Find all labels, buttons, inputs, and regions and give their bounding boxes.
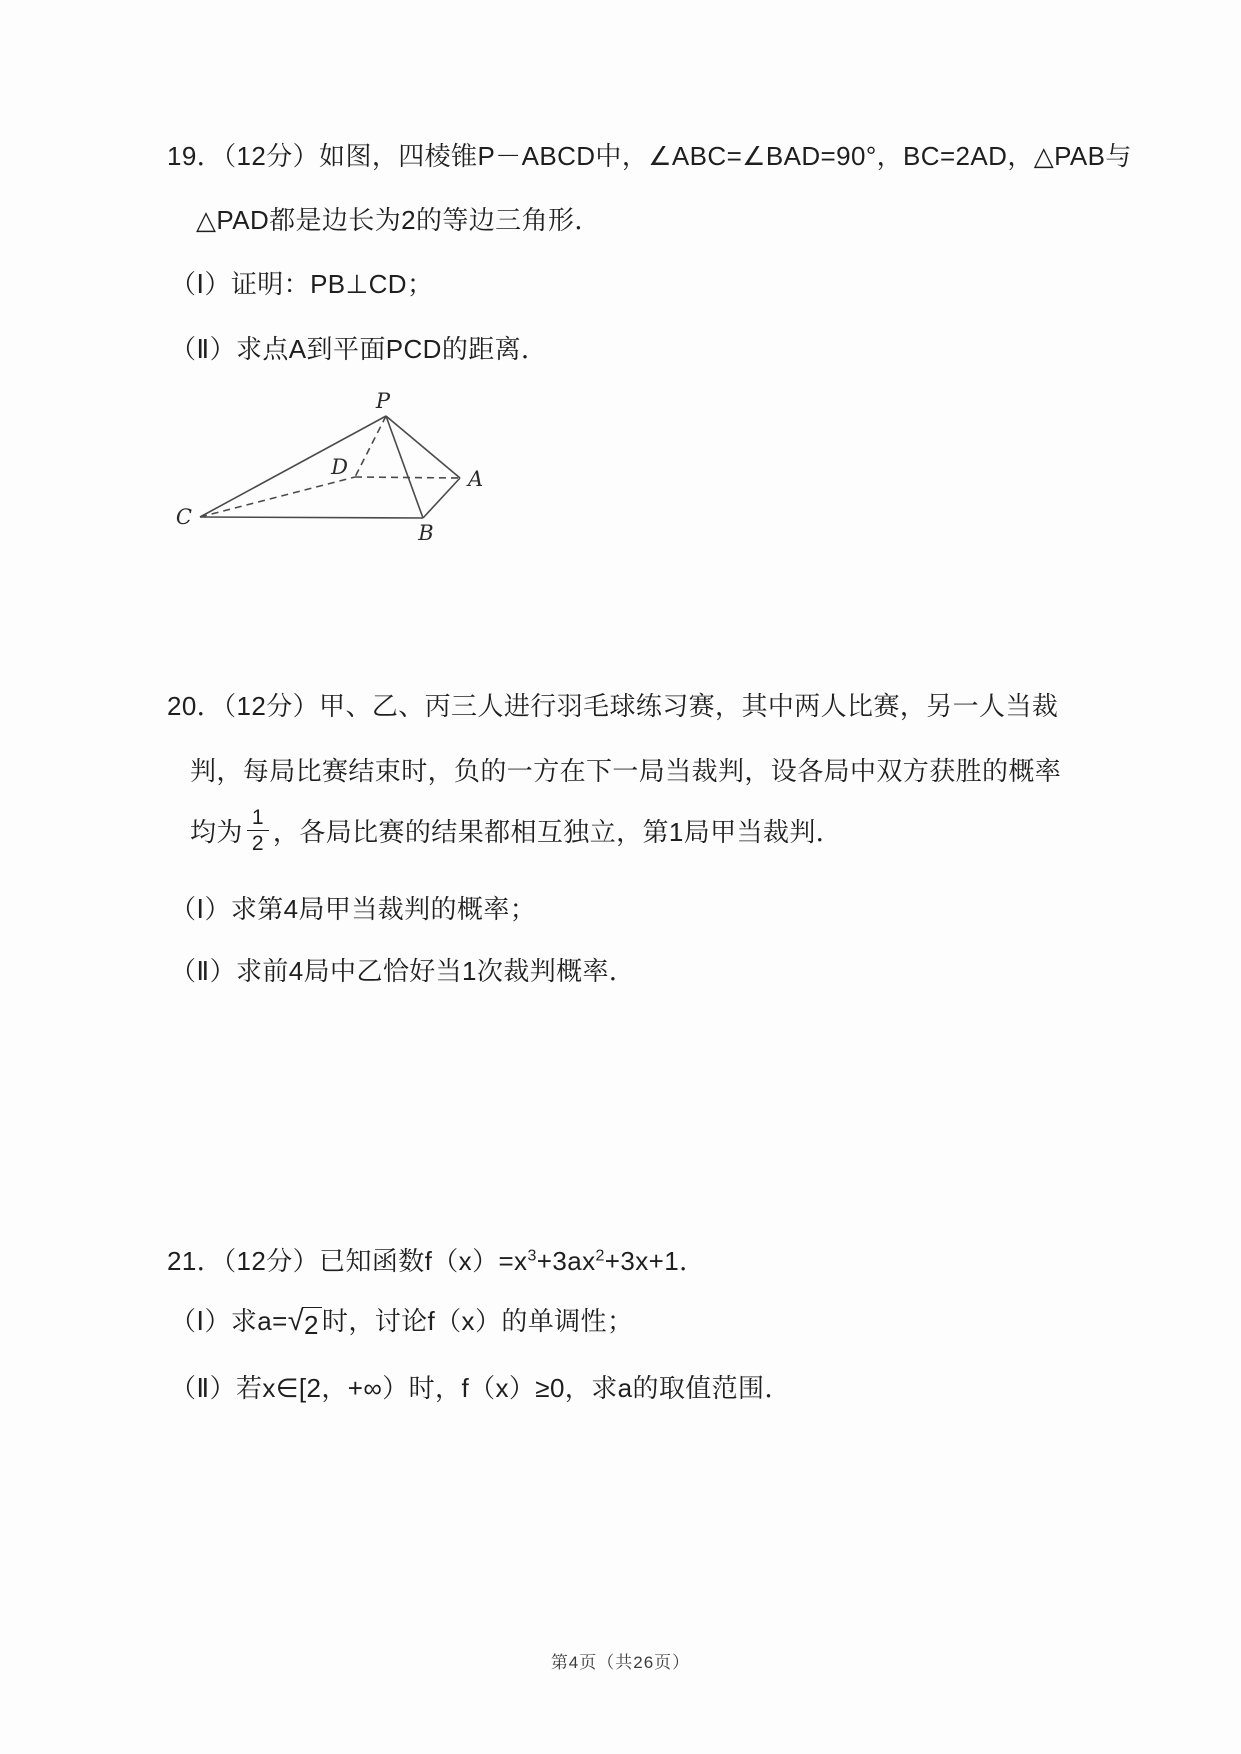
q19-part1: （Ⅰ）证明：PB⊥CD；: [170, 269, 434, 299]
edge-DA-dashed: [355, 477, 460, 478]
q19-pyramid-figure: [158, 388, 503, 558]
q21-line1-text2: +3ax: [536, 1246, 596, 1276]
one-half-fraction: [247, 806, 269, 855]
edge-CB: [200, 517, 423, 518]
radical-sign: √: [287, 1305, 305, 1337]
q20-line1: 20．（12分）甲、乙、丙三人进行羽毛球练习赛，其中两人比赛，另一人当裁: [167, 691, 1059, 721]
q21-part2: （Ⅱ）若x∈[2，+∞）时，f（x）≥0，求a的取值范围．: [170, 1373, 791, 1403]
q19-part2: （Ⅱ）求点A到平面PCD的距离．: [170, 334, 548, 364]
edge-CP: [200, 416, 386, 517]
fraction-denominator: 2: [251, 832, 264, 856]
q20-part1: （Ⅰ）求第4局甲当裁判的概率；: [170, 894, 537, 924]
q20-part2: （Ⅱ）求前4局中乙恰好当1次裁判概率．: [170, 956, 636, 986]
q20-line2: 判，每局比赛结束时，负的一方在下一局当裁判，设各局中双方获胜的概率: [190, 756, 1062, 786]
q21-exponent-3: 3: [527, 1247, 537, 1265]
q20-line3-suffix: ，各局比赛的结果都相互独立，第1局甲当裁判．: [272, 817, 843, 848]
q21-part1-suffix: 时，讨论f（x）的单调性；: [321, 1306, 634, 1336]
sqrt-2-expression: [288, 1307, 322, 1342]
sqrt-radicand: 2: [302, 1307, 322, 1342]
q21-exponent-2: 2: [595, 1247, 605, 1265]
vertex-label-B: B: [418, 521, 434, 545]
vertex-label-P: P: [375, 389, 391, 413]
vertex-label-C: C: [175, 505, 192, 529]
q20-line3-prefix: 均为: [190, 817, 243, 848]
edge-CD-dashed: [200, 477, 355, 517]
page-number-footer: 第4页（共26页）: [550, 1653, 691, 1672]
q19-line1: 19．（12分）如图，四棱锥P－ABCD中，∠ABC=∠BAD=90°，BC=2AD，△PAB与: [167, 141, 1132, 171]
q21-part1: [170, 1305, 633, 1342]
fraction-numerator: 1: [247, 806, 269, 831]
edge-AB: [423, 478, 460, 518]
q21-line1-text1: 21．（12分）已知函数f（x）=x: [167, 1246, 528, 1276]
q19-line2: △PAD都是边长为2的等边三角形．: [196, 205, 601, 235]
q21-line1-text3: +3x+1．: [604, 1246, 706, 1276]
q21-line1: [167, 1245, 705, 1278]
vertex-label-D: D: [331, 455, 348, 479]
vertex-label-A: A: [468, 467, 484, 491]
q20-line3: [190, 806, 842, 855]
q21-part1-prefix: （Ⅰ）求a=: [170, 1306, 288, 1336]
